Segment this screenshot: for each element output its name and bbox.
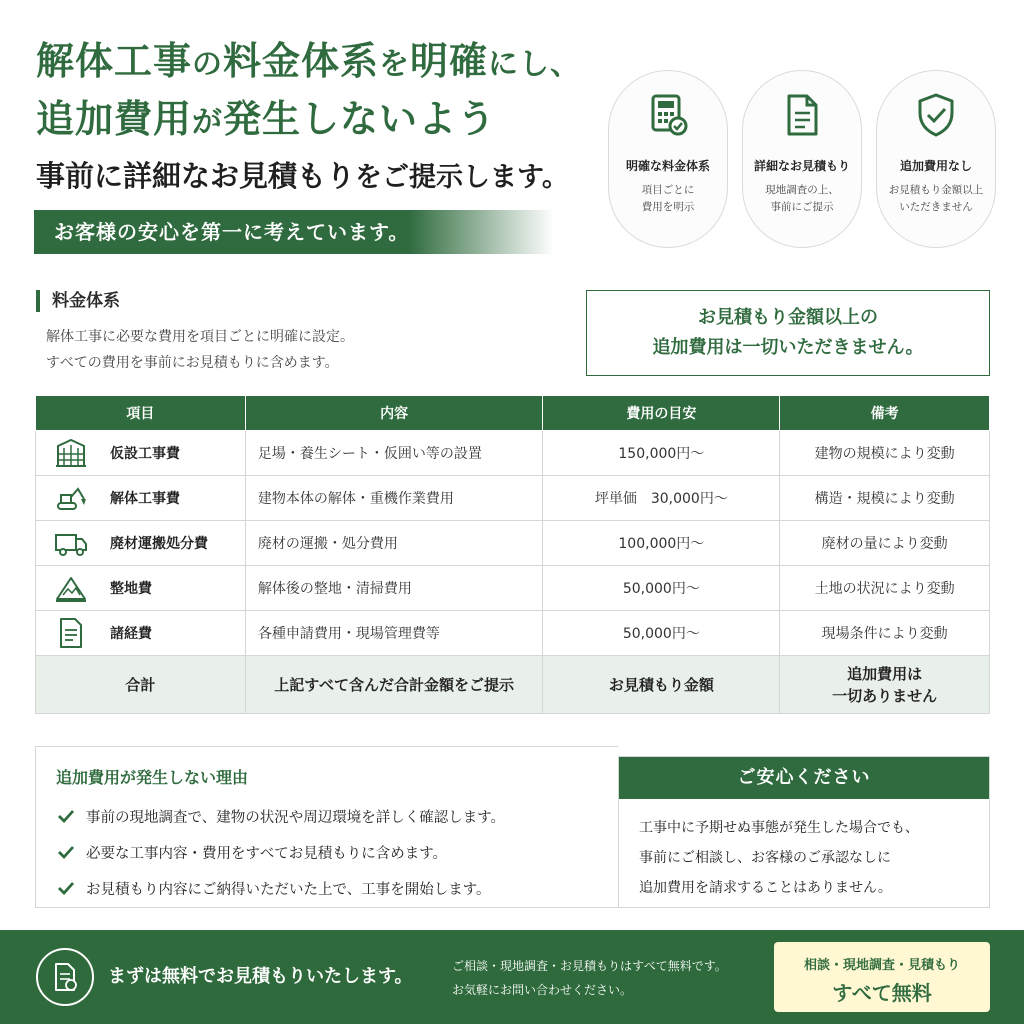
hero-text: 料金体系 (223, 39, 380, 83)
check-icon (56, 806, 76, 826)
list-item (56, 834, 618, 870)
feature-detailed-estimate (742, 70, 862, 248)
land-icon (54, 571, 88, 605)
feature-title: 明確な料金体系 (625, 159, 710, 173)
column-header: 内容 (245, 396, 543, 431)
hero-text: 解体工事 (36, 39, 193, 83)
footer-subtext: ご相談・現地調査・お見積もりはすべて無料です。 お気軽にお問い合わせください。 (452, 959, 727, 997)
table-row (36, 431, 990, 476)
hero-text: にし、 (488, 47, 582, 82)
note-cell: 土地の状況により変動 (780, 566, 990, 611)
item-name: 廃材運搬処分費 (110, 536, 208, 552)
content-cell: 廃材の運搬・処分費用 (245, 521, 543, 566)
free-consultation-button[interactable] (774, 942, 990, 1012)
table-header-row (36, 396, 990, 431)
feature-title: 詳細なお見積もり (753, 159, 850, 173)
reason-text: お見積もり内容にご納得いただいた上で、工事を開始します。 (86, 881, 491, 898)
hero-line-2 (36, 92, 616, 150)
section-title: 料金体系 (36, 290, 120, 312)
item-cell (36, 476, 246, 521)
item-cell (36, 566, 246, 611)
check-icon (56, 878, 76, 898)
item-cell (36, 611, 246, 656)
item-name: 仮設工事費 (110, 446, 180, 462)
feature-list (608, 70, 996, 248)
hero-text: 明確 (410, 39, 489, 83)
note-cell: 建物の規模により変動 (780, 431, 990, 476)
hero-text: が (192, 105, 224, 140)
total-label: 合計 (36, 656, 246, 714)
fee-table (35, 395, 990, 714)
total-note: 追加費用は 一切ありません (780, 656, 990, 714)
reasons-box (35, 746, 618, 908)
total-cost: お見積もり金額 (543, 656, 780, 714)
shield-check-icon (912, 91, 960, 139)
no-extra-cost-promise: お見積もり金額以上の 追加費用は一切いただきません。 (586, 290, 990, 376)
table-row (36, 521, 990, 566)
cost-cell: 100,000円〜 (543, 521, 780, 566)
hero-banner: お客様の安心を第一に考えています。 (34, 210, 554, 254)
excavator-icon (54, 481, 88, 515)
estimate-document-icon (50, 962, 80, 992)
section-desc: 解体工事に必要な費用を項目ごとに明確に設定。 すべての費用を事前にお見積もりに含めます。 (46, 329, 354, 371)
cost-cell: 坪単価 30,000円〜 (543, 476, 780, 521)
footer-headline: まずは無料でお見積もりいたします。 (108, 966, 413, 987)
note-cell: 現場条件により変動 (780, 611, 990, 656)
hero-line-3 (36, 152, 616, 202)
table-row (36, 566, 990, 611)
hero-text: 追加費用 (36, 97, 193, 141)
table-row (36, 476, 990, 521)
feature-clear-pricing (608, 70, 728, 248)
feature-desc: 項目ごとに 費用を明示 (641, 184, 695, 213)
note-cell: 構造・規模により変動 (780, 476, 990, 521)
hero-line-1 (36, 34, 616, 92)
cta-main-label: すべて無料 (832, 981, 932, 1005)
item-name: 解体工事費 (110, 491, 180, 507)
clipboard-icon (54, 616, 88, 650)
document-icon (778, 91, 826, 139)
content-cell: 解体後の整地・清掃費用 (245, 566, 543, 611)
reassure-title: ご安心ください (619, 757, 989, 799)
feature-no-extra-cost (876, 70, 996, 248)
cost-cell: 150,000円〜 (543, 431, 780, 476)
hero-text: を (379, 47, 411, 82)
feature-title: 追加費用なし (899, 159, 972, 173)
estimate-badge (36, 948, 94, 1006)
hero-text: 事前に詳細なお見積もり (36, 159, 356, 193)
item-name: 整地費 (110, 581, 152, 597)
note-cell: 廃材の量により変動 (780, 521, 990, 566)
item-cell (36, 521, 246, 566)
list-item (56, 870, 618, 906)
list-item (56, 798, 618, 834)
column-header: 備考 (780, 396, 990, 431)
column-header: 費用の目安 (543, 396, 780, 431)
hero-text: の (192, 47, 224, 82)
building-icon (54, 436, 88, 470)
reasons-title: 追加費用が発生しない理由 (56, 768, 249, 787)
column-header: 項目 (36, 396, 246, 431)
item-cell (36, 431, 246, 476)
feature-desc: 現地調査の上、 事前にご提示 (765, 184, 839, 213)
check-icon (56, 842, 76, 862)
hero-heading (36, 34, 616, 202)
hero-text: をご提示します。 (355, 162, 569, 193)
content-cell: 足場・養生シート・仮囲い等の設置 (245, 431, 543, 476)
total-row (36, 656, 990, 714)
content-cell: 各種申請費用・現場管理費等 (245, 611, 543, 656)
calculator-icon (644, 91, 692, 139)
reason-text: 必要な工事内容・費用をすべてお見積もりに含めます。 (86, 845, 448, 862)
footer-bar (0, 930, 1024, 1024)
truck-icon (54, 526, 88, 560)
content-cell: 建物本体の解体・重機作業費用 (245, 476, 543, 521)
cost-cell: 50,000円〜 (543, 566, 780, 611)
reassure-box (618, 756, 990, 908)
reassure-body: 工事中に予期せぬ事態が発生した場合でも、 事前にご相談し、お客様のご承認なしに 追加費用を請求することはありません。 (639, 820, 919, 896)
item-name: 諸経費 (110, 626, 152, 642)
hero-text: 発生しないよう (223, 97, 497, 141)
reason-text: 事前の現地調査で、建物の状況や周辺環境を詳しく確認します。 (86, 809, 506, 826)
total-content: 上記すべて含んだ合計金額をご提示 (245, 656, 543, 714)
cta-top-label: 相談・現地調査・見積もり (803, 958, 960, 973)
feature-desc: お見積もり金額以上 いただきません (888, 184, 984, 213)
cost-cell: 50,000円〜 (543, 611, 780, 656)
table-row (36, 611, 990, 656)
